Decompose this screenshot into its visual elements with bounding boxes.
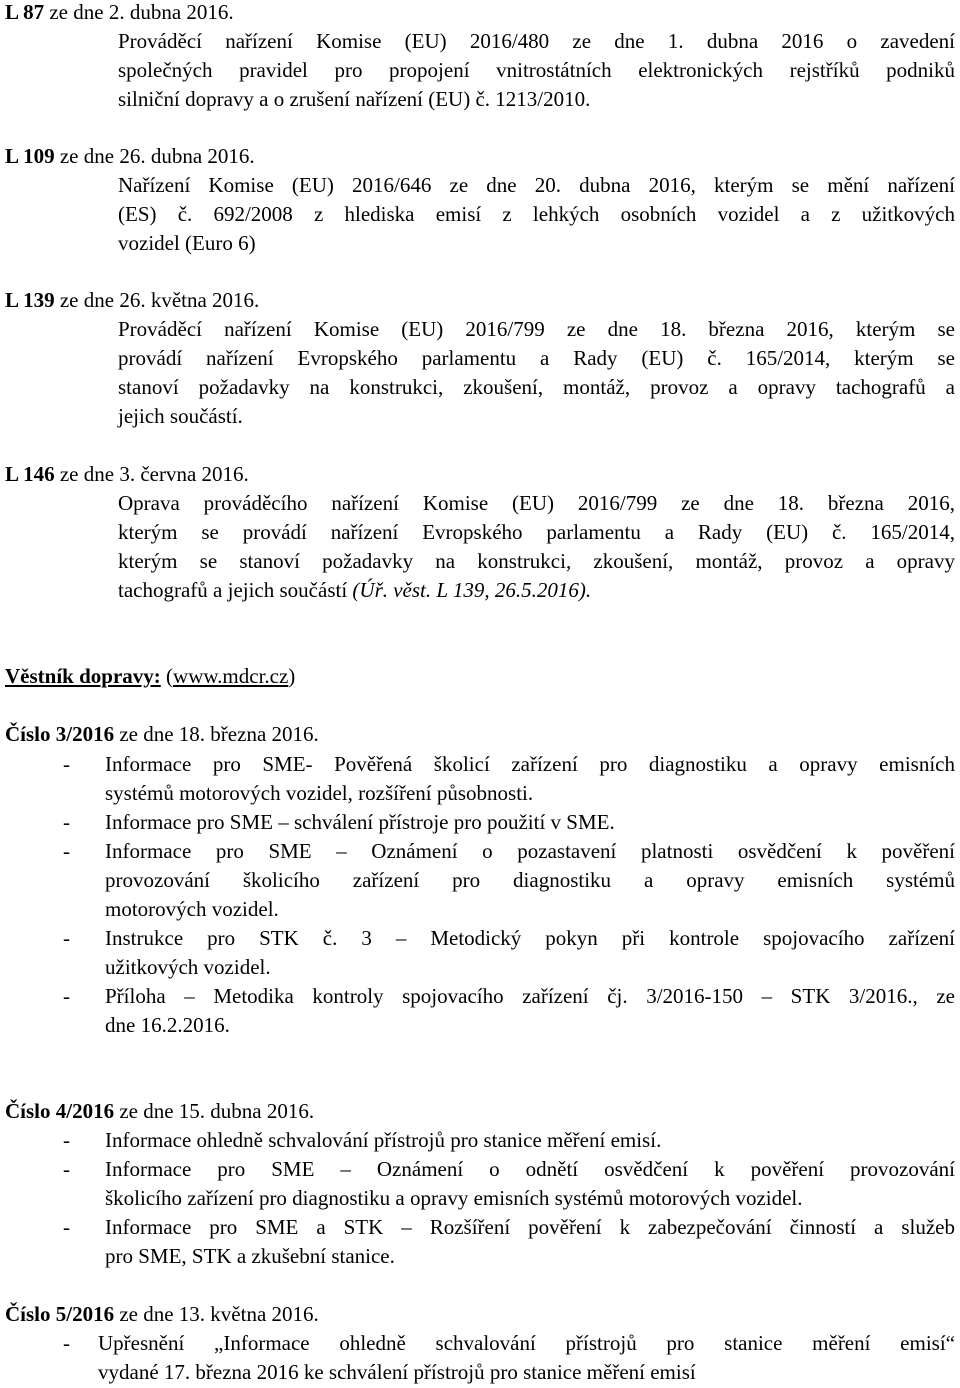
- entry-line: kterým se provádí nařízení Evropského parlamentu a Rady (EU) č. 165/2014,: [118, 520, 955, 544]
- issue-header: [5, 1097, 314, 1126]
- entry-line: Nařízení Komise (EU) 2016/646 ze dne 20. dubna 2016, kterým se mění nařízení: [118, 173, 955, 197]
- issue-date: ze dne 15. dubna 2016.: [119, 1099, 315, 1123]
- list-item-line: Informace pro SME- Pověřená školicí zařízení pro diagnostiku a opravy emisních: [105, 752, 955, 776]
- entry-line: Oprava prováděcího nařízení Komise (EU) 2016/799 ze dne 18. března 2016,: [118, 491, 955, 515]
- issue-number: Číslo 3/2016: [5, 722, 115, 746]
- list-item-line: dne 16.2.2016.: [105, 1013, 230, 1037]
- bullet-dash: -: [63, 1215, 70, 1239]
- list-item-line: provozování školicího zařízení pro diagnostiku a opravy emisních systémů: [105, 868, 955, 892]
- entry-line: Prováděcí nařízení Komise (EU) 2016/480 ze dne 1. dubna 2016 o zavedení: [118, 29, 955, 53]
- list-item-line: vydané 17. března 2016 ke schválení přístrojů pro stanice měření emisí: [98, 1360, 696, 1384]
- bullet-dash: -: [63, 752, 70, 776]
- entry-line: jejich součástí.: [118, 404, 243, 428]
- entry-date: ze dne 3. června 2016.: [59, 462, 249, 486]
- list-item-line: Příloha – Metodika kontroly spojovacího zařízení čj. 3/2016-150 – STK 3/2016., ze: [105, 984, 955, 1008]
- entry-ref: L 87: [5, 0, 45, 24]
- entry-line: Prováděcí nařízení Komise (EU) 2016/799 ze dne 18. března 2016, kterým se: [118, 317, 955, 341]
- list-item-line: Informace pro SME – schválení přístroje pro použití v SME.: [105, 810, 615, 834]
- issue-header: [5, 1300, 319, 1329]
- issue-date: ze dne 13. května 2016.: [119, 1302, 319, 1326]
- bullet-dash: -: [63, 926, 70, 950]
- link-paren-open: (: [160, 664, 174, 688]
- list-item-line: Upřesnění „Informace ohledně schvalování přístrojů pro stanice měření emisí“: [98, 1331, 955, 1355]
- issue-header: [5, 720, 319, 749]
- entry-header: [5, 0, 234, 27]
- bullet-dash: -: [63, 1128, 70, 1152]
- entry-date: ze dne 2. dubna 2016.: [49, 0, 234, 24]
- vestnik-heading: Věstník dopravy:: [5, 664, 161, 688]
- bullet-dash: -: [63, 984, 70, 1008]
- list-item-line: Instrukce pro STK č. 3 – Metodický pokyn při kontrole spojovacího zařízení: [105, 926, 955, 950]
- list-item-line: školicího zařízení pro diagnostiku a opravy emisních systémů motorových vozidel.: [105, 1186, 803, 1210]
- entry-ref: L 109: [5, 144, 55, 168]
- entry-line: stanoví požadavky na konstrukci, zkoušení, montáž, provoz a opravy tachografů a: [118, 375, 955, 399]
- entry-line: provádí nařízení Evropského parlamentu a Rady (EU) č. 165/2014, kterým se: [118, 346, 955, 370]
- entry-line: [118, 576, 591, 605]
- entry-line-text: tachografů a jejich součástí: [118, 578, 353, 602]
- entry-date: ze dne 26. dubna 2016.: [59, 144, 255, 168]
- entry-header: [5, 460, 249, 489]
- list-item-line: pro SME, STK a zkušební stanice.: [105, 1244, 395, 1268]
- entry-line: vozidel (Euro 6): [118, 231, 256, 255]
- bullet-dash: -: [63, 1331, 70, 1355]
- entry-line: společných pravidel pro propojení vnitrostátních elektronických rejstříků podniků: [118, 58, 955, 82]
- entry-line: (ES) č. 692/2008 z hlediska emisí z lehkých osobních vozidel a z užitkových: [118, 202, 955, 226]
- link-paren-close: ): [288, 664, 296, 688]
- issue-number: Číslo 4/2016: [5, 1099, 115, 1123]
- list-item-line: Informace pro SME a STK – Rozšíření pověření k zabezpečování činností a služeb: [105, 1215, 955, 1239]
- list-item-line: motorových vozidel.: [105, 897, 279, 921]
- list-item-line: Informace pro SME – Oznámení o pozastavení platnosti osvědčení k pověření: [105, 839, 955, 863]
- entry-line: kterým se stanoví požadavky na konstrukci, zkoušení, montáž, provoz a opravy: [118, 549, 955, 573]
- list-item-line: užitkových vozidel.: [105, 955, 271, 979]
- entry-ref: L 139: [5, 288, 55, 312]
- issue-number: Číslo 5/2016: [5, 1302, 115, 1326]
- entry-ref: L 146: [5, 462, 55, 486]
- bullet-dash: -: [63, 839, 70, 863]
- entry-date: ze dne 26. května 2016.: [59, 288, 260, 312]
- vestnik-heading-line: [5, 662, 295, 691]
- entry-header: [5, 286, 259, 315]
- mdcr-link[interactable]: www.mdcr.cz: [173, 664, 289, 688]
- entry-line: silniční dopravy a o zrušení nařízení (EU) č. 1213/2010.: [118, 87, 591, 111]
- entry-citation: (Úř. věst. L 139, 26.5.2016).: [352, 578, 592, 602]
- entry-header: [5, 142, 255, 171]
- bullet-dash: -: [63, 1157, 70, 1181]
- bullet-dash: -: [63, 810, 70, 834]
- list-item-line: Informace pro SME – Oznámení o odnětí osvědčení k pověření provozování: [105, 1157, 955, 1181]
- list-item-line: Informace ohledně schvalování přístrojů pro stanice měření emisí.: [105, 1128, 662, 1152]
- issue-date: ze dne 18. března 2016.: [119, 722, 319, 746]
- list-item-line: systémů motorových vozidel, rozšíření působnosti.: [105, 781, 534, 805]
